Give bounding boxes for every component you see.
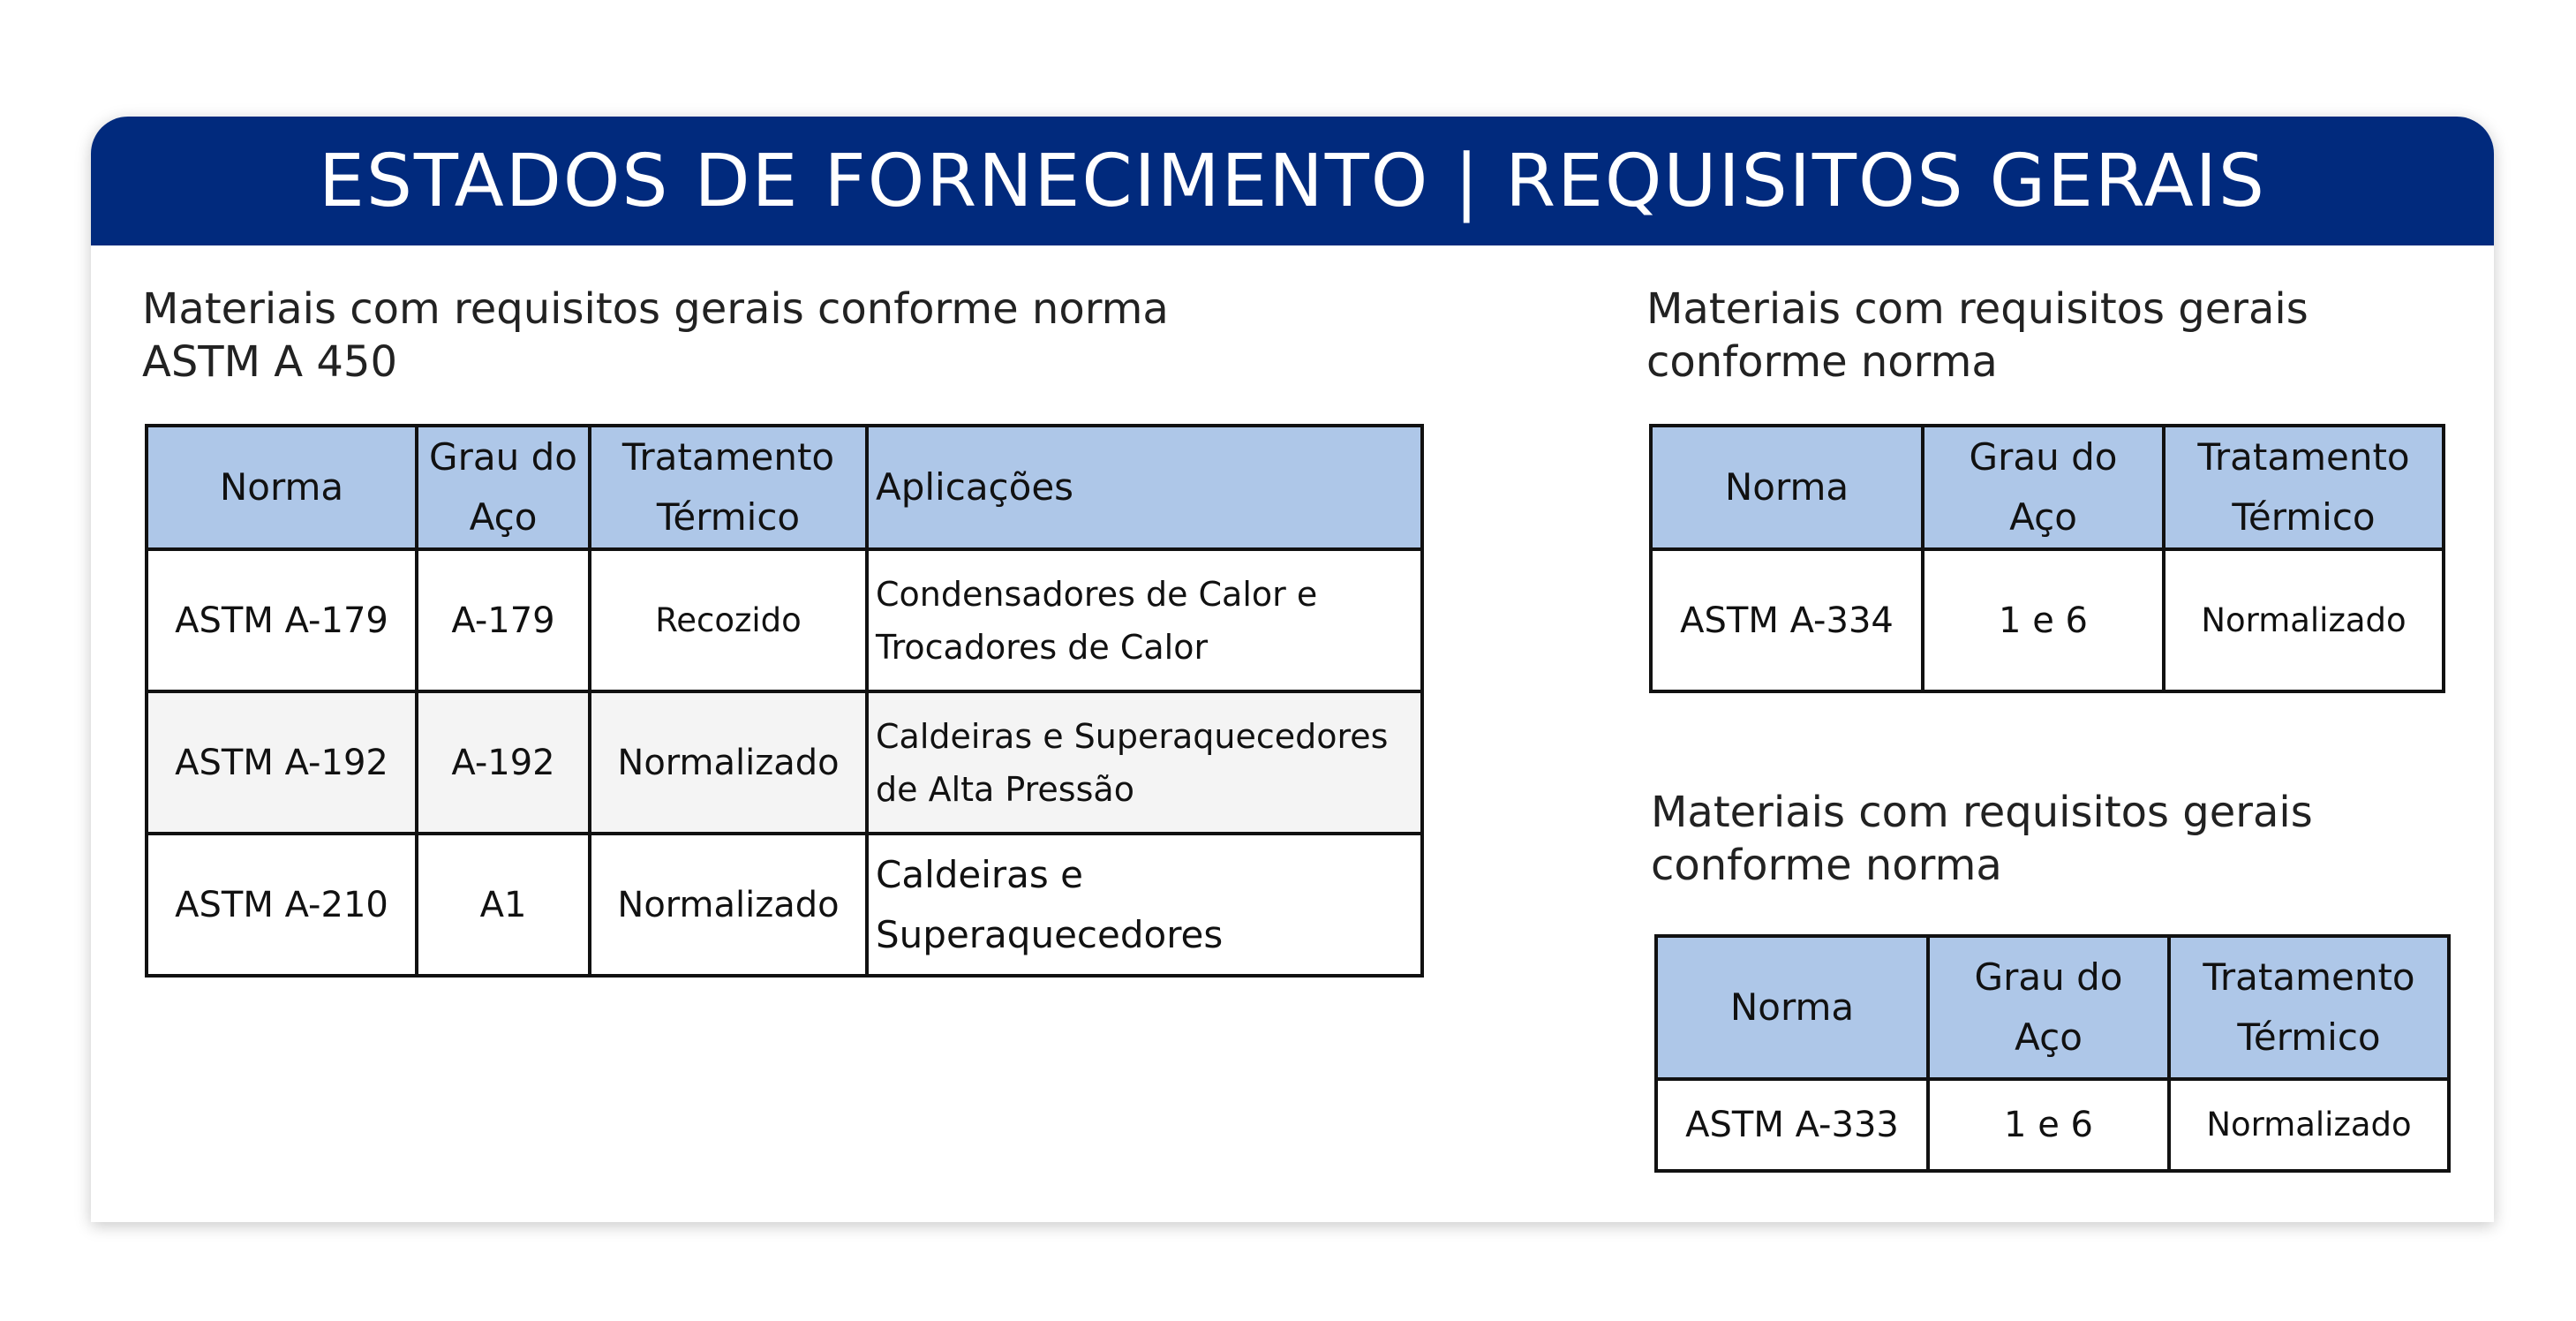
cell-tratamento: Normalizado [2164,549,2444,691]
cell-aplicacoes-line2: de Alta Pressão [876,769,1134,809]
cell-tratamento: Recozido [590,549,867,691]
astm-a334-table [1649,424,2445,693]
table-row [147,549,1422,691]
cell-aplicacoes-line2: Superaquecedores [876,912,1224,956]
header-tratamento [2164,426,2444,549]
cell-aplicacoes-line1: Condensadores de Calor e [876,574,1318,614]
cell-grau: 1 e 6 [1928,1079,2169,1171]
cell-norma: ASTM A-210 [147,834,417,976]
header-tratamento [2169,936,2449,1079]
cell-grau: A1 [417,834,590,976]
header-tratamento-line1: Tratamento [2197,435,2410,479]
header-aplicacoes: Aplicações [867,426,1422,549]
cell-grau: A-192 [417,691,590,834]
left-caption-line2: ASTM A 450 [142,337,398,387]
cell-norma: ASTM A-192 [147,691,417,834]
banner-title: ESTADOS DE FORNECIMENTO | REQUISITOS GERAIS [319,139,2266,223]
cell-aplicacoes-line1: Caldeiras e [876,852,1083,896]
left-caption [142,283,1169,389]
table-row [147,691,1422,834]
right-bottom-caption-line1: Materiais com requisitos gerais [1651,788,2313,837]
header-grau-line1: Grau do [429,435,577,479]
header-grau [1923,426,2164,549]
astm-a450-table [145,424,1424,978]
cell-aplicacoes [867,691,1422,834]
astm-a333-table [1654,934,2451,1173]
table-header-row [1656,936,2449,1079]
header-tratamento-line2: Térmico [656,495,801,539]
cell-tratamento: Normalizado [590,691,867,834]
cell-norma: ASTM A-333 [1656,1079,1928,1171]
right-bottom-caption-line2: conforme norma [1651,841,2002,890]
right-top-caption-line2: conforme norma [1646,337,1998,387]
right-top-caption [1646,283,2309,389]
header-tratamento-line2: Térmico [2232,495,2376,539]
cell-norma: ASTM A-179 [147,549,417,691]
table-header-row [147,426,1422,549]
header-norma: Norma [1656,936,1928,1079]
header-grau-line1: Grau do [1969,435,2118,479]
header-grau [1928,936,2169,1079]
header-grau [417,426,590,549]
cell-norma: ASTM A-334 [1651,549,1923,691]
header-norma: Norma [147,426,417,549]
header-tratamento-line2: Térmico [2237,1015,2381,1059]
table-row [147,834,1422,976]
cell-grau: A-179 [417,549,590,691]
cell-aplicacoes-line2: Trocadores de Calor [876,627,1209,667]
table-header-row [1651,426,2444,549]
content-card [91,117,2494,1222]
title-banner [91,117,2494,245]
right-bottom-caption [1651,786,2313,892]
cell-tratamento: Normalizado [2169,1079,2449,1171]
header-tratamento [590,426,867,549]
table-row [1656,1079,2449,1171]
header-grau-line2: Aço [2009,495,2077,539]
cell-aplicacoes [867,549,1422,691]
header-norma: Norma [1651,426,1923,549]
header-tratamento-line1: Tratamento [2203,955,2415,999]
left-caption-line1: Materiais com requisitos gerais conforme norma [142,284,1169,334]
cell-aplicacoes [867,834,1422,976]
header-grau-line1: Grau do [1974,955,2123,999]
table-row [1651,549,2444,691]
header-tratamento-line1: Tratamento [621,435,835,479]
cell-aplicacoes-line1: Caldeiras e Superaquecedores [876,716,1389,756]
right-top-caption-line1: Materiais com requisitos gerais [1646,284,2309,334]
cell-grau: 1 e 6 [1923,549,2164,691]
cell-tratamento: Normalizado [590,834,867,976]
header-grau-line2: Aço [469,495,538,539]
header-grau-line2: Aço [2015,1015,2083,1059]
